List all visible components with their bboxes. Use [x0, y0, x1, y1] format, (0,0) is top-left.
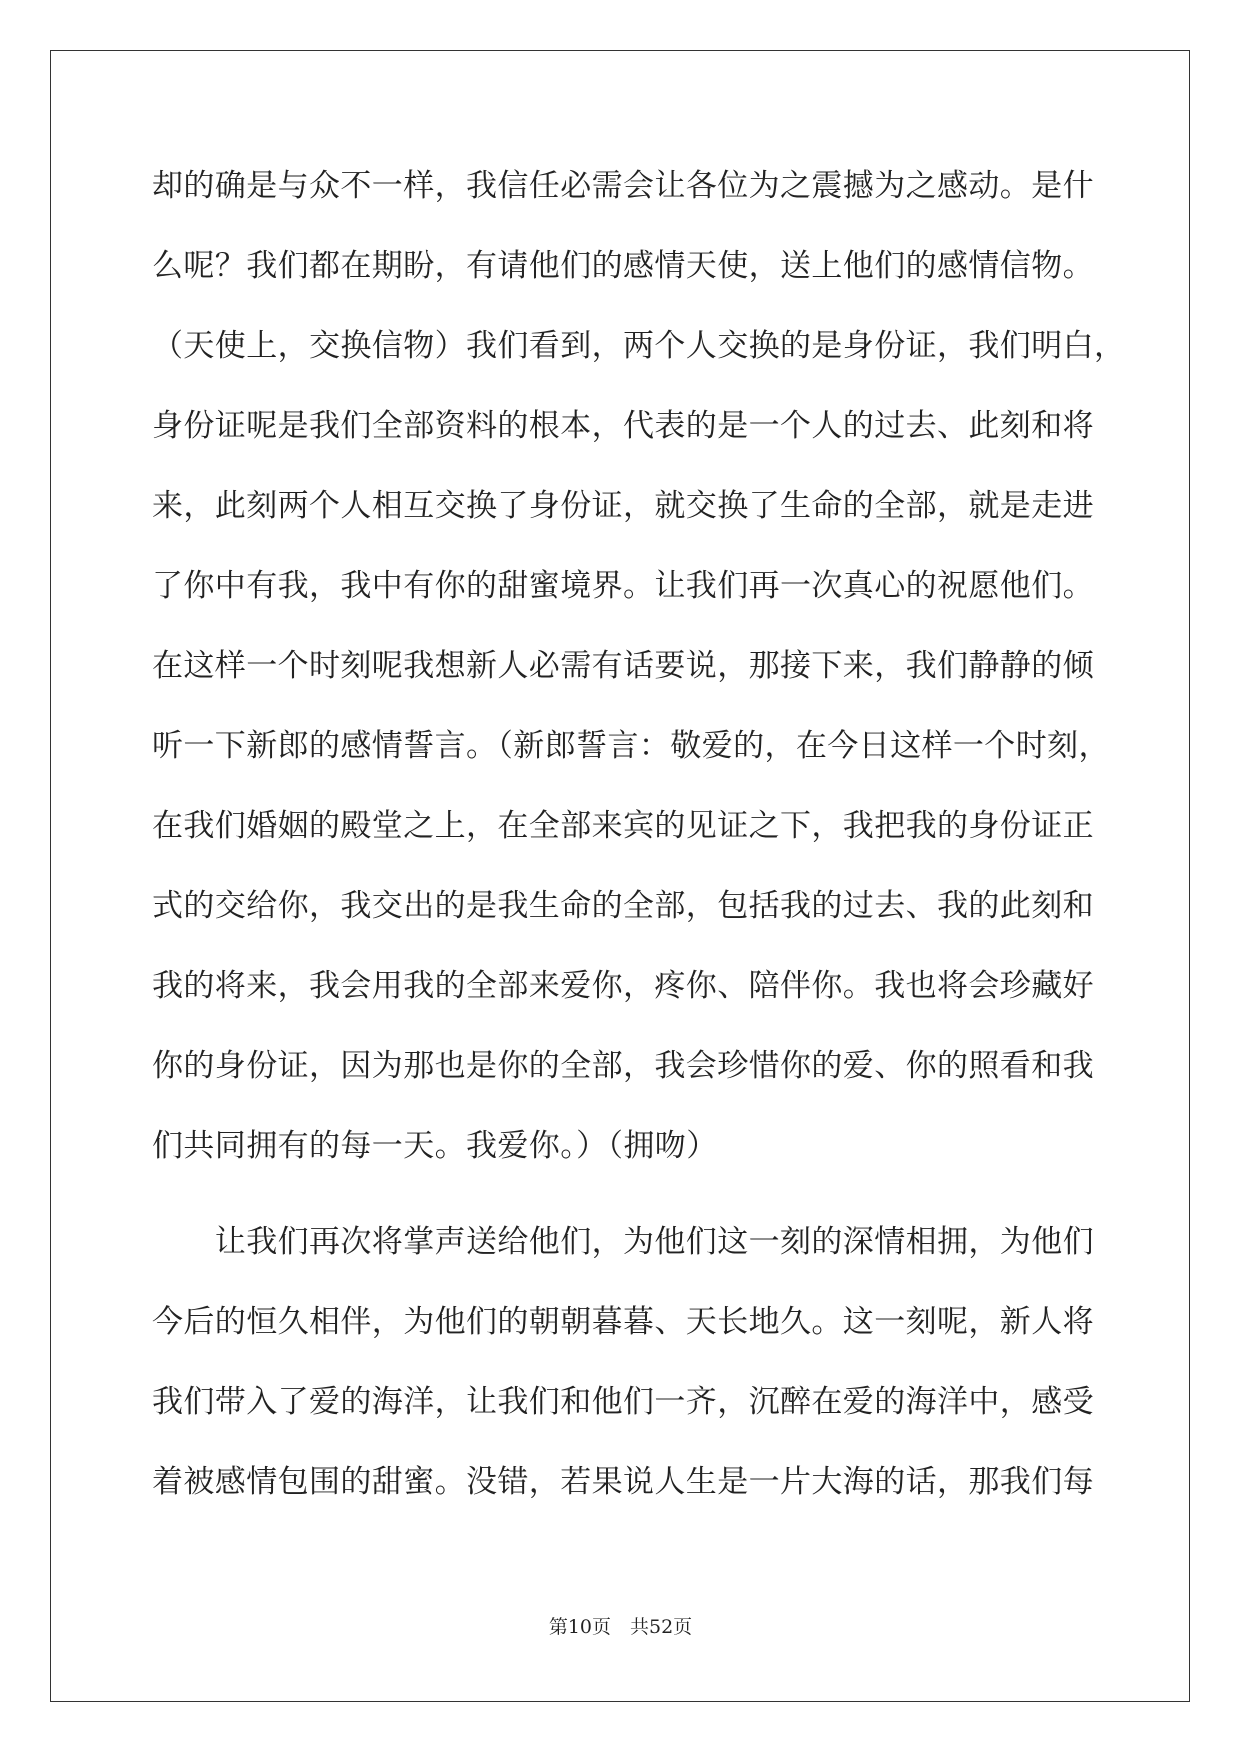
text-line-16: 我们带入了爱的海洋，让我们和他们一齐，沉醉在爱的海洋中，感受 — [152, 1384, 1094, 1420]
page-number-footer: 第10页 共52页 — [548, 1616, 693, 1638]
text-line-17: 着被感情包围的甜蜜。没错，若果说人生是一片大海的话，那我们每 — [152, 1464, 1094, 1500]
text-line-1: 却的确是与众不一样，我信任必需会让各位为之震撼为之感动。是什 — [152, 168, 1094, 204]
text-line-2: 么呢？我们都在期盼，有请他们的感情天使，送上他们的感情信物。 — [152, 248, 1094, 284]
text-line-4: 身份证呢是我们全部资料的根本，代表的是一个人的过去、此刻和将 — [152, 408, 1094, 444]
text-line-3: （天使上，交换信物）我们看到，两个人交换的是身份证，我们明白， — [152, 328, 1126, 364]
document-body — [152, 163, 1126, 1539]
text-line-13: 们共同拥有的每一天。我爱你。）（拥吻） — [152, 1128, 718, 1164]
text-line-5: 来，此刻两个人相互交换了身份证，就交换了生命的全部，就是走进 — [152, 488, 1094, 524]
text-line-10: 式的交给你，我交出的是我生命的全部，包括我的过去、我的此刻和 — [152, 888, 1094, 924]
text-line-7: 在这样一个时刻呢我想新人必需有话要说，那接下来，我们静静的倾 — [152, 648, 1094, 684]
text-line-9: 在我们婚姻的殿堂之上，在全部来宾的见证之下，我把我的身份证正 — [152, 808, 1094, 844]
text-line-6: 了你中有我，我中有你的甜蜜境界。让我们再一次真心的祝愿他们。 — [152, 568, 1094, 604]
text-line-11: 我的将来，我会用我的全部来爱你，疼你、陪伴你。我也将会珍藏好 — [152, 968, 1094, 1004]
text-line-14: 让我们再次将掌声送给他们，为他们这一刻的深情相拥，为他们 — [152, 1224, 1094, 1260]
text-line-15: 今后的恒久相伴，为他们的朝朝暮暮、天长地久。这一刻呢，新人将 — [152, 1304, 1094, 1340]
text-line-8: 听一下新郎的感情誓言。（新郎誓言：敬爱的，在今日这样一个时刻， — [152, 728, 1110, 764]
text-line-12: 你的身份证，因为那也是你的全部，我会珍惜你的爱、你的照看和我 — [152, 1048, 1094, 1084]
